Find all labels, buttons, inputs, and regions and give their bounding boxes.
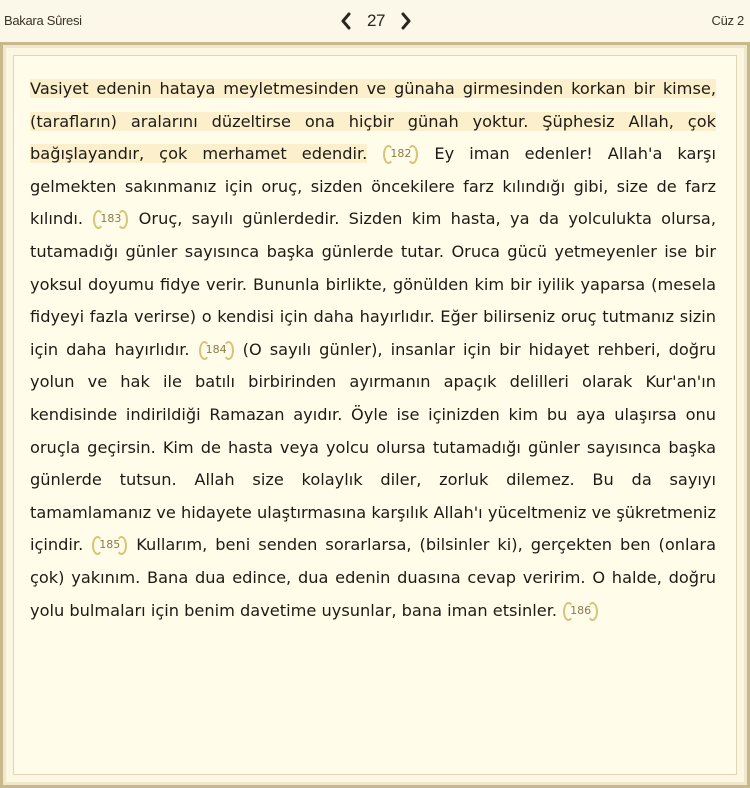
verse-marker: 182: [384, 146, 417, 162]
verse-marker: 183: [94, 211, 127, 227]
surah-name: Bakara Sûresi: [4, 13, 82, 28]
verse-text[interactable]: Kullarım, beni senden sorarlarsa, (bilsinler ki), gerçekten ben (onlara çok) yakınım. Bana dua edince, dua edenin duasına cevap veririm. O halde, doğru yolu bulmaları için benim davetime uysunlar, bana iman etsinler.: [30, 535, 716, 620]
juz-label: Cüz 2: [711, 13, 744, 28]
highlighted-verse-text[interactable]: Vasiyet edenin hataya meyletmesinden ve günaha girmesinden korkan bir kimse, (tarafların) aralarını düzeltirse ona hiçbir günah yoktur. Şüphesiz Allah, çok bağışlayandır, çok merhamet edendir.: [30, 79, 716, 164]
chevron-right-icon[interactable]: [400, 12, 412, 30]
verse-text[interactable]: (O sayılı günler), insanlar için bir hidayet rehberi, doğru yolun ve hak ile batılı birbirinden ayırmanın apaçık delilleri olarak Kur'an'ın kendisinde indirildiği Ramazan ayıdır. Öyle ise içinizden kim bu aya ulaşırsa onu oruçla geçirsin. Kim de hasta veya yolcu olursa tutamadığı günler sayısınca başka günlerde tutsun. Allah size kolaylık diler, zorluk dilemez. Bu da sayıyı tamamlamanız ve hidayete ulaştırmasına karşılık Allah'ı yüceltmeniz ve şükretmeniz içindir.: [30, 339, 716, 555]
top-bar: [0, 0, 750, 42]
verse-text[interactable]: Oruç, sayılı günlerdedir. Sizden kim hasta, ya da yolculukta olursa, tutamadığı günler sayısınca başka günlerde tutar. Oruca gücü yetmeyenler ise bir yoksul doyumu fidye verir. Bununla birlikte, gönülden kim bir iyilik yaparsa (mesela fidyeyi fazla verirse) o kendisi için daha hayırlıdır. Eğer bilirseniz oruç tutmanız sizin için daha hayırlıdır.: [30, 209, 716, 359]
verse-marker: 184: [200, 342, 233, 358]
chevron-left-icon[interactable]: [340, 12, 352, 30]
verse-marker: 186: [564, 603, 597, 619]
page-number: 27: [367, 11, 385, 30]
verse-marker: 185: [93, 537, 126, 553]
verse-text[interactable]: Ey iman edenler! Allah'a karşı gelmekten sakınmanız için oruç, sizden öncekilere farz kılındığı gibi, size de farz kılındı.: [30, 144, 716, 229]
page-navigator: [340, 8, 412, 34]
page-content: [30, 73, 716, 627]
